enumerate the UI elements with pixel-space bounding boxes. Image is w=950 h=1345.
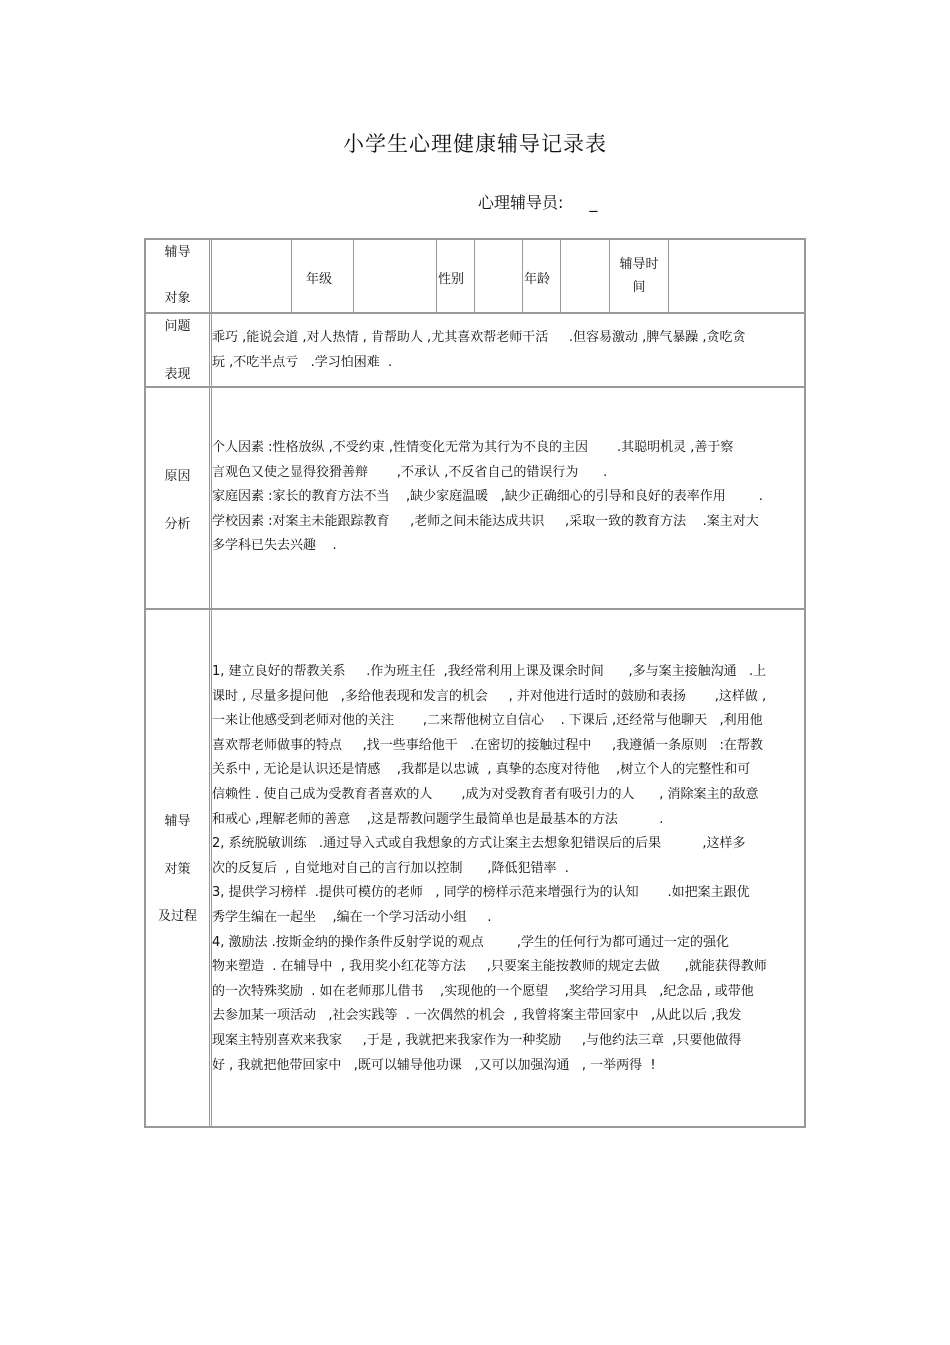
time-label-2: 间 xyxy=(632,280,646,295)
column-divider xyxy=(609,240,610,312)
target-label-2: 对象 xyxy=(164,291,191,306)
target-label-1: 辅导 xyxy=(164,245,191,260)
column-divider xyxy=(474,240,475,312)
problem-text: 乖巧 ,能说会道 ,对人热情 , 肯帮助人 ,尤其喜欢帮老师干活 .但容易激动 ,脾气暴躁 ,贪吃贪 玩 ,不吃半点亏 .学习怕困难 . xyxy=(212,330,746,370)
cause-label-2: 分析 xyxy=(164,517,191,532)
counselor-line xyxy=(478,190,597,213)
row-divider xyxy=(146,386,804,388)
age-label: 年龄 xyxy=(524,272,551,287)
counselor-blank[interactable]: _ xyxy=(589,193,598,212)
counselor-label: 心理辅导员: xyxy=(478,193,564,212)
column-divider xyxy=(560,240,561,312)
strategy-label-2: 对策 xyxy=(164,862,191,877)
gender-label: 性别 xyxy=(438,272,465,287)
strategy-text: 1, 建立良好的帮教关系 .作为班主任 ,我经常利用上课及课余时间 ,多与案主接触沟通 .上 课时 , 尽量多提问他 ,多给他表现和发言的机会 , 并对他进行适时的鼓励和表扬 ,这样做 , 一来让他感受到老师对他的关注 ,二来帮他树立自信心 . 下课后 ,还经常与他聊天 ,利用他 喜欢帮老师做事的特点 ,找一些事给他干 .在密切的接触过程中 ,我遵循一条原则 :在帮教 关系中 , 无论是认识还是情感 ,我都是以忠诚 , 真挚的态度对待他 ,树立个人的完整性和可 信赖性 . 使自己成为受教育者喜欢的人 ,成为对受教育者有吸引力的人 , 消除案主的敌意 和戒心 ,理解老师的善意 ,这是帮教问题学生最简单也是最基本的方法 . 2, 系统脱敏训练 .通过导入式或自我想象的方式让案主去想象犯错误后的后果 ,这样多 次的反复后 , 自觉地对自己的言行加以控制 ,降低犯错率 . 3, 提供学习榜样 .提供可模仿的老师 , 同学的榜样示范来增强行为的认知 .如把案主跟优 秀学生编在一起坐 ,编在一个学习活动小组 . 4, 激励法 .按斯金纳的操作条件反射学说的观点 ,学生的任何行为都可通过一定的强化 物来塑造 . 在辅导中 , 我用奖小红花等方法 ,只要案主能按教师的规定去做 ,就能获得教师 的一次特殊奖励 . 如在老师那儿借书 ,实现他的一个愿望 ,奖给学习用具 ,纪念品 , 或带他 去参加某一项活动 ,社会实践等 . 一次偶然的机会 , 我曾将案主带回家中 ,从此以后 ,我发 现案主特别喜欢来我家 ,于是 , 我就把来我家作为一种奖励 ,与他约法三章 ,只要他做得 好 , 我就把他带回家中 ,既可以辅导他功课 ,又可以加强沟通 , 一举两得 ! xyxy=(212,664,767,1073)
row-divider xyxy=(146,312,804,314)
column-divider xyxy=(668,240,669,312)
cause-text: 个人因素 :性格放纵 ,不受约束 ,性情变化无常为其行为不良的主因 .其聪明机灵 ,善于察 言观色又使之显得狡猾善辩 ,不承认 ,不反省自己的错误行为 . 家庭因素 :家长的教育方法不当 ,缺少家庭温暖 ,缺少正确细心的引导和良好的表率作用 . 学校因素 :对案主未能跟踪教育 ,老师之间未能达成共识 ,采取一致的教育方法 .案主对大 多学科已失去兴趣 . xyxy=(212,440,763,554)
strategy-label-1: 辅导 xyxy=(164,814,191,829)
record-table xyxy=(144,238,806,1128)
column-divider xyxy=(522,240,523,312)
column-divider xyxy=(353,240,354,312)
strategy-label-3: 及过程 xyxy=(157,909,197,924)
problem-label-1: 问题 xyxy=(164,319,191,334)
page-title: 小学生心理健康辅导记录表 xyxy=(343,132,607,156)
grade-label: 年级 xyxy=(306,272,333,287)
time-label-1: 辅导时 xyxy=(619,257,659,272)
column-divider xyxy=(291,240,292,312)
cause-label-1: 原因 xyxy=(164,469,191,484)
row-divider xyxy=(146,608,804,610)
column-divider xyxy=(436,240,437,312)
problem-label-2: 表现 xyxy=(164,367,191,382)
